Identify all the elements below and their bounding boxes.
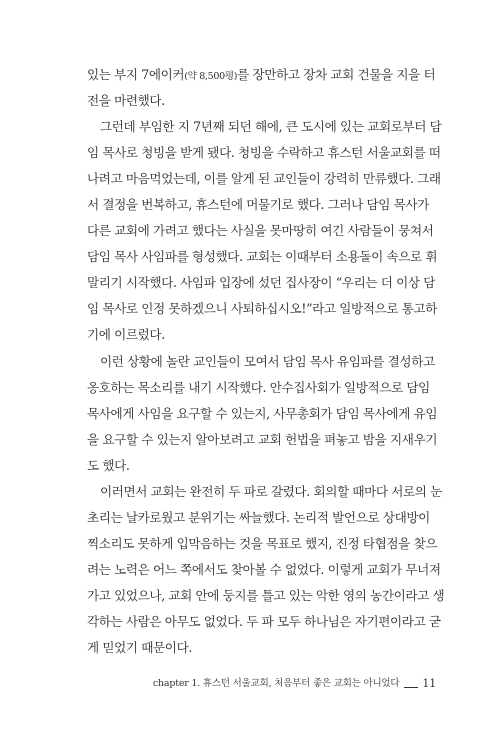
text-line: 초리는 날카로웠고 분위기는 싸늘했다. 논리적 발언으로 상대방이 [87, 509, 430, 525]
text-line: 임 목사로 청빙을 받게 됐다. 청빙을 수락하고 휴스턴 서울교회를 떠 [87, 145, 441, 161]
text-span: 있는 부지 7에이커 [87, 67, 185, 82]
page-number: 11 [422, 677, 436, 690]
text-line: 이러면서 교회는 완전히 두 파로 갈렸다. 회의할 때마다 서로의 눈 [100, 483, 442, 499]
text-line: 각하는 사람은 아무도 없었다. 두 파 모두 하나님은 자기편이라고 굳 [87, 613, 441, 629]
body-text [87, 62, 445, 661]
text-line: 옹호하는 목소리를 내기 시작했다. 안수집사회가 일방적으로 담임 [87, 379, 430, 395]
text-line: 그런데 부임한 지 7년째 되던 해에, 큰 도시에 있는 교회로부터 담 [100, 119, 442, 135]
text-line: 임 목사로 인정 못하겠으니 사퇴하십시오!”라고 일방적으로 통고하 [87, 301, 437, 317]
text-line: 나려고 마음먹었는데, 이를 알게 된 교인들이 강력히 만류했다. 그래 [87, 171, 441, 187]
page-footer [153, 676, 436, 692]
text-line: 을 요구할 수 있는지 알아보려고 교회 헌법을 펴놓고 밤을 지새우기 [87, 431, 438, 447]
text-line: 다른 교회에 가려고 했다는 사실을 못마땅히 여긴 사람들이 뭉쳐서 [87, 223, 434, 239]
text-span: 전을 마련했다. [87, 93, 165, 109]
running-head: chapter 1. 휴스턴 서울교회, 처음부터 좋은 교회는 아니었다 [152, 678, 400, 689]
text-line: 목사에게 사임을 요구할 수 있는지, 사무총회가 담임 목사에게 유임 [87, 405, 438, 421]
text-line: 가고 있었으나, 교회 안에 둥지를 틀고 있는 악한 영의 농간이라고 생 [87, 587, 445, 603]
text-line: 말리기 시작했다. 사임파 입장에 섰던 집사장이 “우리는 더 이상 담 [87, 275, 435, 291]
text-line [87, 62, 436, 88]
text-line: 찍소리도 못하게 입막음하는 것을 목표로 했지, 진정 타협점을 찾으 [87, 535, 438, 551]
text-line: 도 했다. [87, 457, 130, 473]
text-line: 담임 목사 사임파를 형성했다. 교회는 이때부터 소용돌이 속으로 휘 [87, 249, 438, 265]
text-line: 이런 상황에 놀란 교인들이 모여서 담임 목사 유임파를 결성하고 [100, 353, 435, 369]
text-line [87, 88, 421, 114]
text-line: 게 믿었기 때문이다. [87, 640, 192, 656]
area-note: (약 8,500평) [184, 71, 238, 82]
text-line: 서 결정을 번복하고, 휴스턴에 머물기로 했다. 그러나 담임 목사가 [87, 197, 429, 213]
text-line: 기에 이르렀다. [87, 327, 165, 343]
footer-rule [404, 687, 418, 688]
text-line: 려는 노력은 어느 쪽에서도 찾아볼 수 없었다. 이렇게 교회가 무너져 [87, 561, 441, 577]
text-span: 를 장만하고 장차 교회 건물을 지을 터 [237, 67, 436, 82]
